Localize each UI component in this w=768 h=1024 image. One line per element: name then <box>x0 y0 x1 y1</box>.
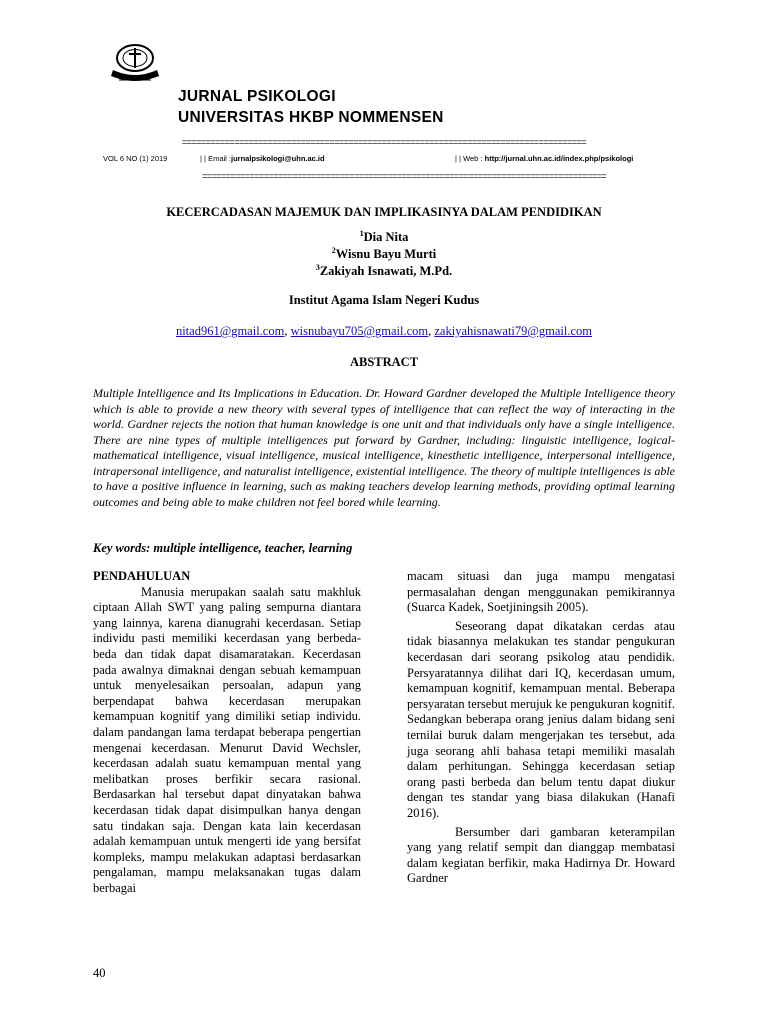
paragraph: macam situasi dan juga mampu mengatasi permasalahan dengan menggunakan pemikirannya (Suarca Kadek, Soetjiningsih 2005). <box>407 569 675 615</box>
web-value[interactable]: http://jurnal.uhn.ac.id/index.php/psikologi <box>484 154 634 163</box>
abstract-text: Multiple Intelligence and Its Implications in Education. Dr. Howard Gardner developed the Multiple Intelligence theory which is able to provide a new theory with several types of intelligence that can reflect the way of interacting in the world. Gardner rejects the notion that human knowledge is one unit and that individuals only have a single intelligence. There are nine types of multiple intelligences put forward by Gardner, including: linguistic intelligence, logical-mathematical intelligence, visual intelligence, musical intelligence, kinesthetic intelligence, interpersonal intelligence, intrapersonal intelligence, and naturalist intelligence, existential intelligence. The theory of multiple intelligences is able to have a positive influence in learning, such as making teachers develop learning methods, providing optimal learning outcomes and being able to make children not feel bored while learning. <box>93 386 675 509</box>
author-list <box>0 229 768 280</box>
web-info <box>455 154 633 163</box>
paragraph: Seseorang dapat dikatakan cerdas atau tidak biasannya melakukan tes standar pengukuran kecerdasan dari seorang psikolog atau pendidik. Persyaratannya dilihat dari IQ, kecerdasan umum, kemampuan kognitif, kemampuan mental. Beberapa persyaratan tersebut merujuk ke pengukuran kognitif. Sedangkan beberapa orang jenius dalam bidang seni ternilai buruk dalam mengerjakan tes tersebut, ada juga seorang ahli bahasa tetapi memiliki masalah dalam perhitungan. Sehingga kecerdasan setiap orang pasti berbeda dan belum tentu dapat diukur dengan tes standar yang biasa dilakukan (Hanafi 2016). <box>407 618 675 820</box>
email-link-1[interactable]: nitad961@gmail.com <box>175 324 285 338</box>
journal-university: UNIVERSITAS HKBP NOMMENSEN <box>178 109 444 126</box>
section-heading: PENDAHULUAN <box>93 569 191 583</box>
header-rule-bottom: ===================================================================================== <box>201 171 607 181</box>
body-column-right <box>407 569 675 887</box>
paragraph: Bersumber dari gambaran keterampilan yang yang relatif sempit dan dianggap membatasi dalam kegiatan berfikir, maka Hadirnya Dr. Howard Gardner <box>407 824 675 886</box>
paper-title: KECERCADASAN MAJEMUK DAN IMPLIKASINYA DALAM PENDIDIKAN <box>166 205 602 219</box>
author-2: $^2$Wisnu Bayu Murti <box>331 246 437 261</box>
volume-info: VOL 6 NO (1) 2019 <box>103 154 168 163</box>
page-number: 40 <box>93 966 106 980</box>
body-column-left <box>93 569 361 896</box>
institution: Institut Agama Islam Negeri Kudus <box>288 293 480 307</box>
author-1: $^1$Dia Nita <box>359 229 409 244</box>
web-label: | | Web : <box>455 154 483 163</box>
email-link-3[interactable]: zakiyahisnawati79@gmail.com <box>434 324 593 338</box>
author-3: $^3$Zakiyah Isnawati, M.Pd. <box>315 263 453 278</box>
journal-name: JURNAL PSIKOLOGI <box>178 88 336 105</box>
email-value[interactable]: jurnalpsikologi@uhn.ac.id <box>231 154 325 163</box>
university-logo-icon <box>105 40 165 90</box>
header-rule-top: ===================================================================================== <box>181 137 587 147</box>
author-emails: nitad961@gmail.com, wisnubayu705@gmail.com, zakiyahisnawati79@gmail.com <box>175 324 593 338</box>
journal-info-bar <box>103 154 673 168</box>
abstract-heading: ABSTRACT <box>349 355 419 369</box>
email-link-2[interactable]: wisnubayu705@gmail.com <box>290 324 429 338</box>
email-label: | | Email : <box>200 154 231 163</box>
journal-title <box>178 86 444 128</box>
paragraph: Manusia merupakan saalah satu makhluk ciptaan Allah SWT yang paling sempurna diantara yang lainnya, karena dianugrahi kecerdasan. Setiap individu pasti memiliki kecerdasan yang berbeda-beda dan tidak dapat disamaratakan. Kecerdasan pada awalnya dimaknai dengan sebuah kemampuan untuk menyelesaikan persoalan, adapun yang berpendapat bahwa kecerdasan merupakan kemampuan kognitif yang dimiliki setiap individu. dalam pandangan lama terdapat beberapa pengertian mengenai kecerdasan. Menurut David Wechsler, kecerdasan adalah suatu kemampuan mental yang melibatkan proses berfikir secara rasional. Berdasarkan hal tersebut dapat dinyatakan bahwa kecerdasan tidak dapat disimpulkan hanya dengan satu tindakan saja. Dengan kata lain kecerdasan adalah kemampuan untuk mengerti ide yang bersifat kompleks, mampu melakukan adaptasi berdasarkan pengalaman, mampu melaksanakan tugas dalam berbagai <box>93 584 361 895</box>
keywords <box>93 541 352 556</box>
email-info <box>200 154 325 163</box>
keywords-value: : multiple intelligence, teacher, learning <box>146 541 353 555</box>
keywords-label: Key words <box>93 541 147 555</box>
